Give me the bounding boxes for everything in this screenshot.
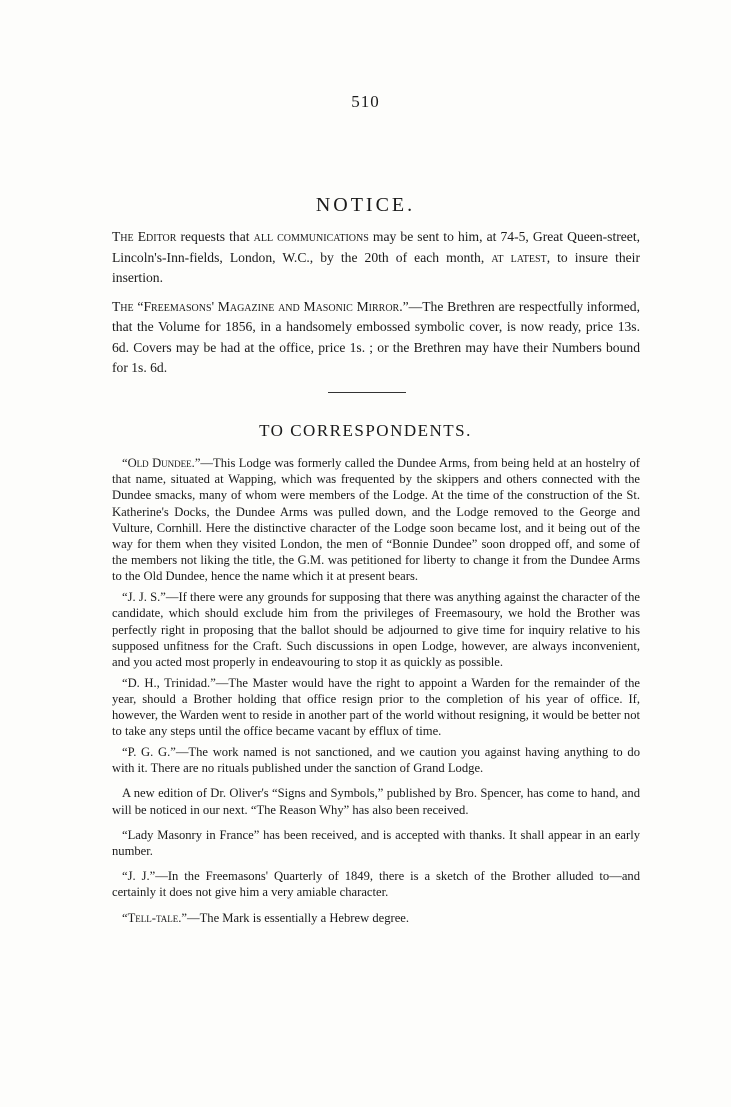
notice-heading: NOTICE. [315,194,416,216]
entry-lead: “P. G. G.” [122,744,176,759]
notice-magazine-text: —The Brethren are respectfully informed, that the Volume for 1856, in a handsomely embossed symbolic cover, is now ready, price 13s. 6d. Covers may be had at the office, price 1s. ; or the Brethren may have their Numbers bound for 1s. 6d. [112,298,640,375]
entry-lead: “J. J.” [122,869,156,884]
entry-text: —If there were any grounds for supposing that there was anything against the character of the candidate, which should exclude him from the privileges of Freemasoury, we hold the Brother was perfectly right in proposing that the ballot should be adjourned to give time for inquiry relative to his supposed unfitness for the Craft. Such discussions in open Lodge, however, are always inconvenient, and you acted most properly in endeavouring to stop it as quickly as possible. [112,590,640,669]
entry-text: —The Master would have the right to appoint a Warden for the remainder of the year, should a Brother holding that office resign prior to the completion of his year of office. If, however, the Warden went to reside in another part of the world without resigning, it would be better not to take any steps until the office became vacant by efflux of time. [112,675,640,739]
entry-text: “Lady Masonry in France” has been received, and is accepted with thanks. It shall appear in an early number. [112,827,640,858]
entry-lead: “J. J. S.” [122,590,166,605]
correspondent-entry [112,589,640,670]
correspondent-entry [112,868,640,900]
notice-magazine-title: “Freemasons' Magazine and Masonic Mirror.” [133,298,409,314]
notice-at-latest: at latest [491,249,547,265]
notice-text-2: may be sent to him, at 74-5, Great Queen-street, Lincoln's-Inn-fields, London, W.C., by the 20th of each month, [112,229,641,265]
entry-text: A new edition of Dr. Oliver's “Signs and Symbols,” published by Bro. Spencer, has come to hand, and will be noticed in our next. “The Reason Why” has also been received. [112,786,640,817]
entry-text: —This Lodge was formerly called the Dundee Arms, from being held at an hostelry of that name, situated at Wapping, which was frequented by the skippers and others connected with the Dundee smacks, many of whom were members of the Lodge. At the time of the construction of the St. Katherine's Docks, the Dundee Arms was pulled down, and the Lodge removed to the George and Vulture, Cornhill. Here the distinctive character of the Lodge soon became lost, and it being out of the way for them when they visited London, the men of “Bonnie Dundee” soon dropped off, and some of the members not liking the title, the G.M. was petitioned for liberty to change it from the Dundee Arms to the Old Dundee, hence the name which it at present bears. [112,456,640,584]
correspondent-entry [112,744,640,776]
notice-paragraph-magazine [112,297,640,379]
notice-all-communications: all communications [253,229,369,244]
correspondent-entry [112,785,640,817]
notice-lead-editor: The Editor [112,229,177,244]
entry-text: —The work named is not sanctioned, and we caution you against having anything to do with it. There are no rituals published under the sanction of Grand Lodge. [112,744,641,776]
entry-lead: “D. H., Trinidad.” [122,675,216,690]
entry-lead: “Tell-tale.” [122,910,187,925]
entry-text: —The Mark is essentially a Hebrew degree. [186,910,410,925]
notice-paragraph-editor [112,227,640,289]
notice-text-3: , to insure their insertion. [112,249,640,285]
section-divider [328,392,406,393]
correspondents-heading: TO CORRESPONDENTS. [259,421,472,440]
correspondent-entry [112,675,640,740]
correspondent-entry [112,910,640,926]
notice-text-1: requests that [176,229,254,244]
correspondent-entry [112,455,640,585]
notice-body [112,227,640,387]
entry-lead: “Old Dundee.” [122,456,201,470]
notice-lead-the: The [112,298,134,314]
page-number: 510 [351,92,380,111]
correspondent-entry [112,827,640,859]
entry-text: —In the Freemasons' Quarterly of 1849, there is a sketch of the Brother alluded to—and certainly it does not give him a very amiable character. [112,869,640,900]
correspondents-body [112,455,640,930]
